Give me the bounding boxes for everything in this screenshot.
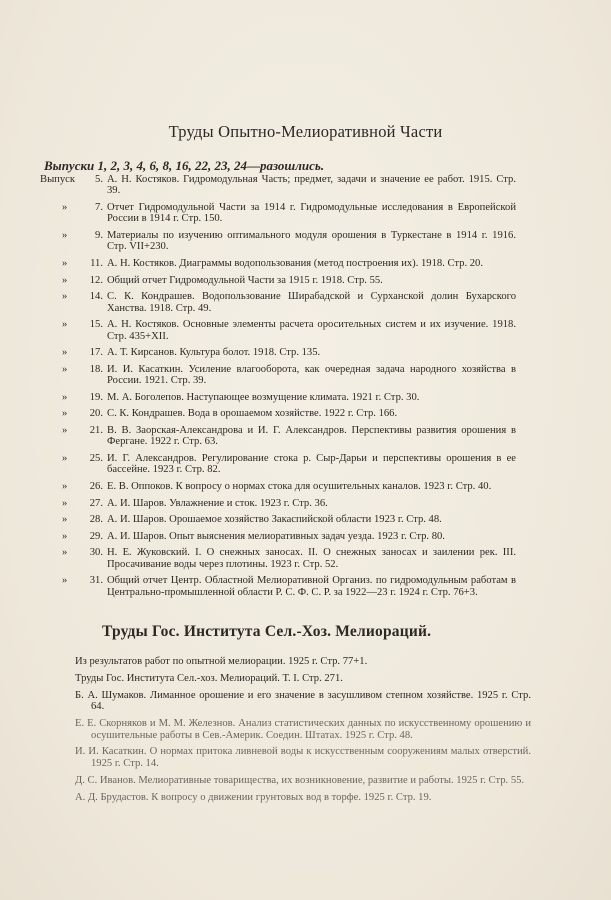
section-title-experimental: Труды Опытно-Мелиоративной Части xyxy=(168,122,443,141)
issue-number: 5. xyxy=(95,174,103,185)
ditto-mark: » xyxy=(62,363,68,375)
ditto-mark: » xyxy=(62,347,68,359)
publication-entry xyxy=(0,202,611,225)
ditto-mark: » xyxy=(62,291,68,303)
publication-entry xyxy=(0,481,611,492)
ditto-mark: » xyxy=(62,575,68,587)
issue-number: 28. xyxy=(89,514,103,526)
publication-entry xyxy=(0,514,611,525)
ditto-mark: » xyxy=(62,258,68,269)
publication-citation: Отчет Гидромодульной Части за 1914 г. Гидромодульные исследования в Европейской России в 1914 г. Стр. 150. xyxy=(107,202,516,225)
section-title-institute: Труды Гос. Института Сел.-Хоз. Мелиораций. xyxy=(102,623,432,640)
publication-citation: А. Н. Костяков. Диаграммы водопользования (метод построения их). 1918. Стр. 20. xyxy=(107,258,483,269)
issue-number: 12. xyxy=(89,274,103,286)
issue-prefix: Выпуск xyxy=(40,174,75,185)
issue-number: 14. xyxy=(89,291,103,303)
publication-citation: И. И. Касаткин. Усиление влагооборота, как очередная задача народного хозяйства в России. 1921. Стр. 39. xyxy=(107,363,516,387)
ditto-mark: » xyxy=(62,530,68,542)
publication-entry xyxy=(0,498,611,509)
publication-entry: Е. Е. Скорняков и М. М. Железнов. Анализ статистических данных по искусственному орошению и осушительные работы в Сев.-Америк. Соедин. Штатах. 1925 г. Стр. 48. xyxy=(75,718,531,741)
publication-citation: Е. В. Оппоков. К вопросу о нормах стока для осушительных каналов. 1923 г. Стр. 40. xyxy=(107,480,492,492)
publication-entry xyxy=(0,425,611,448)
ditto-mark: » xyxy=(62,480,68,492)
issue-number: 15. xyxy=(89,319,103,331)
sold-out-note: Выпуски 1, 2, 3, 4, 6, 8, 16, 22, 23, 24—разошлись. xyxy=(44,158,325,173)
ditto-mark: » xyxy=(62,408,68,420)
publication-entry xyxy=(0,291,611,314)
issue-number: 26. xyxy=(89,480,103,492)
ditto-mark: » xyxy=(62,319,68,331)
issue-number: 20. xyxy=(89,408,103,420)
publication-citation: Материалы по изучению оптимального модуля орошения в Туркестане в 1914 г. 1916. Стр. VII+230. xyxy=(107,230,516,253)
issue-number: 7. xyxy=(95,202,103,213)
publication-citation: Н. Е. Жуковский. I. О снежных заносах. II. О снежных заносах и заилении рек. III. Просачивание воды через плотины. 1923 г. Стр. 52. xyxy=(107,547,516,570)
ditto-mark: » xyxy=(62,274,68,286)
publication-entry xyxy=(0,347,611,358)
issue-number: 27. xyxy=(89,497,103,509)
ditto-mark: » xyxy=(62,202,68,213)
publication-citation: А. Н. Костяков. Гидромодульная Часть; предмет, задачи и значение ее работ. 1915. Стр. 39. xyxy=(107,174,516,197)
ditto-mark: » xyxy=(62,230,68,241)
issue-number: 19. xyxy=(89,391,103,403)
ditto-mark: » xyxy=(62,391,68,403)
publication-citation: С. К. Кондрашев. Вода в орошаемом хозяйстве. 1922 г. Стр. 166. xyxy=(107,408,398,420)
ditto-mark: » xyxy=(62,424,68,436)
publication-entry: А. Д. Брудастов. К вопросу о движении грунтовых вод в торфе. 1925 г. Стр. 19. xyxy=(75,791,432,803)
ditto-mark: » xyxy=(62,547,68,559)
publication-entry: Д. С. Иванов. Мелиоративные товарищества, их возникновение, развитие и работы. 1925 г. Стр. 55. xyxy=(75,774,525,786)
issue-number: 25. xyxy=(89,452,103,464)
publication-list-institute xyxy=(0,656,611,809)
publication-entry xyxy=(0,364,611,387)
issue-number: 9. xyxy=(95,230,103,241)
publication-entry xyxy=(0,392,611,403)
issue-number: 17. xyxy=(89,347,103,359)
publication-entry: Б. А. Шумаков. Лиманное орошение и его значение в засушливом степном хозяйстве. 1925 г. Стр. 64. xyxy=(75,689,531,713)
publication-citation: А. И. Шаров. Увлажнение и сток. 1923 г. Стр. 36. xyxy=(107,497,328,509)
ditto-mark: » xyxy=(62,514,68,526)
issue-number: 30. xyxy=(89,547,103,559)
publication-entry xyxy=(0,275,611,286)
publication-entry xyxy=(0,531,611,542)
publication-entry: И. И. Касаткин. О нормах притока ливневой воды к искусственным сооружениям малых отверстий. 1925 г. Стр. 14. xyxy=(75,746,531,769)
publication-citation: Общий отчет Гидромодульной Части за 1915 г. 1918. Стр. 55. xyxy=(107,274,383,286)
publication-entry: Труды Гос. Института Сел.-хоз. Мелиораций. Т. I. Стр. 271. xyxy=(75,672,343,684)
publication-entry xyxy=(0,230,611,253)
publication-citation: Общий отчет Центр. Областной Мелиоративной Организ. по гидромодульным работам в Центрально-промышленной области Р. С. Ф. С. Р. за 1922—23 г. 1924 г. Стр. 76+3. xyxy=(107,575,516,598)
ditto-mark: » xyxy=(62,497,68,509)
publication-entry: Из результатов работ по опытной мелиорации. 1925 г. Стр. 77+1. xyxy=(75,656,368,667)
publication-citation: А. Т. Кирсанов. Культура болот. 1918. Стр. 135. xyxy=(107,347,321,359)
issue-number: 11. xyxy=(90,258,103,269)
publication-citation: В. В. Заорская-Александрова и И. Г. Александров. Перспективы развития орошения в Фергане. 1922 г. Стр. 63. xyxy=(107,424,516,448)
publication-entry xyxy=(0,575,611,598)
publication-citation: А. Н. Костяков. Основные элементы расчета оросительных систем и их изучение. 1918. Стр. 435+XII. xyxy=(107,319,516,342)
issue-number: 18. xyxy=(89,363,103,375)
publication-entry xyxy=(0,408,611,419)
issue-number: 29. xyxy=(89,530,103,542)
publication-citation: А. И. Шаров. Опыт выяснения мелиоративных задач уезда. 1923 г. Стр. 80. xyxy=(107,530,445,542)
publication-citation: С. К. Кондрашев. Водопользование Ширабадской и Сурханской долин Бухарского Ханства. 1918. Стр. 49. xyxy=(107,291,516,314)
publication-entry xyxy=(0,547,611,570)
publication-entry xyxy=(0,319,611,342)
publication-citation: М. А. Боголепов. Наступающее возмущение климата. 1921 г. Стр. 30. xyxy=(107,391,420,403)
publication-entry xyxy=(0,174,611,197)
ditto-mark: » xyxy=(62,452,68,464)
publication-entry xyxy=(0,258,611,269)
publication-entry xyxy=(0,453,611,476)
publication-citation: И. Г. Александров. Регулирование стока р. Сыр-Дарьи и перспективы орошения в ее бассейне. 1923 г. Стр. 82. xyxy=(107,452,516,476)
issue-number: 31. xyxy=(89,575,103,587)
publication-citation: А. И. Шаров. Орошаемое хозяйство Закаспийской области 1923 г. Стр. 48. xyxy=(107,514,442,526)
publication-list-experimental xyxy=(0,174,611,603)
issue-number: 21. xyxy=(89,424,103,436)
